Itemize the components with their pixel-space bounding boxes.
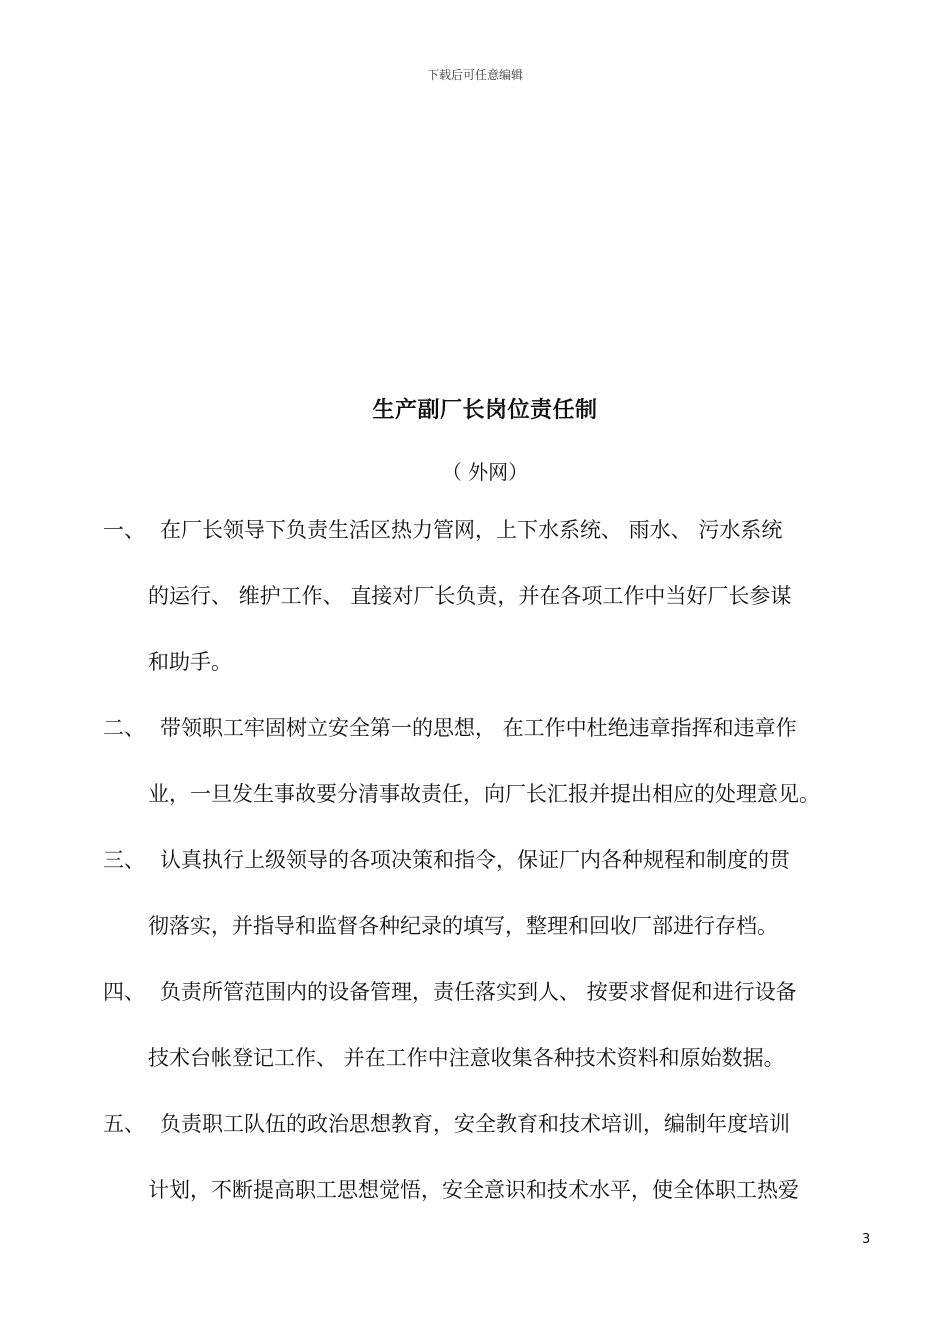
item-text-line: 认真执行上级领导的各项决策和指令，保证厂内各种规程和制度的贯 <box>160 848 790 872</box>
item-number: 一、 <box>103 518 145 542</box>
page-number: 3 <box>862 1232 871 1247</box>
responsibility-list <box>0 510 950 1236</box>
list-item <box>0 840 950 972</box>
document-subtitle: （ 外网） <box>441 460 529 484</box>
item-text-line: 负责所管范围内的设备管理，责任落实到人、 按要求督促和进行设备 <box>160 980 797 1004</box>
list-item <box>0 708 950 840</box>
item-number: 五、 <box>103 1112 145 1136</box>
item-text-line: 业，一旦发生事故要分清事故责任，向厂长汇报并提出相应的处理意见。 <box>148 782 820 806</box>
item-text-line: 在厂长领导下负责生活区热力管网，上下水系统、 雨水、 污水系统 <box>160 518 783 542</box>
list-item <box>0 1104 950 1236</box>
list-item <box>0 972 950 1104</box>
document-title: 生产副厂长岗位责任制 <box>372 398 598 423</box>
item-text-line: 的运行、 维护工作、 直接对厂长负责，并在各项工作中当好厂长参谋 <box>148 584 792 608</box>
item-text-line: 彻落实，并指导和监督各种纪录的填写，整理和回收厂部进行存档。 <box>148 914 778 938</box>
item-text-line: 带领职工牢固树立安全第一的思想， 在工作中杜绝违章指挥和违章作 <box>160 716 797 740</box>
item-number: 三、 <box>103 848 145 872</box>
item-text-line: 计划，不断提高职工思想觉悟，安全意识和技术水平，使全体职工热爱 <box>148 1178 799 1202</box>
item-text-line: 负责职工队伍的政治思想教育，安全教育和技术培训，编制年度培训 <box>160 1112 790 1136</box>
header-note: 下载后可任意编辑 <box>426 68 523 82</box>
list-item <box>0 510 950 708</box>
item-text-line: 技术台帐登记工作、 并在工作中注意收集各种技术资料和原始数据。 <box>148 1046 785 1070</box>
item-text-line: 和助手。 <box>148 650 232 674</box>
item-number: 二、 <box>103 716 145 740</box>
item-number: 四、 <box>103 980 145 1004</box>
